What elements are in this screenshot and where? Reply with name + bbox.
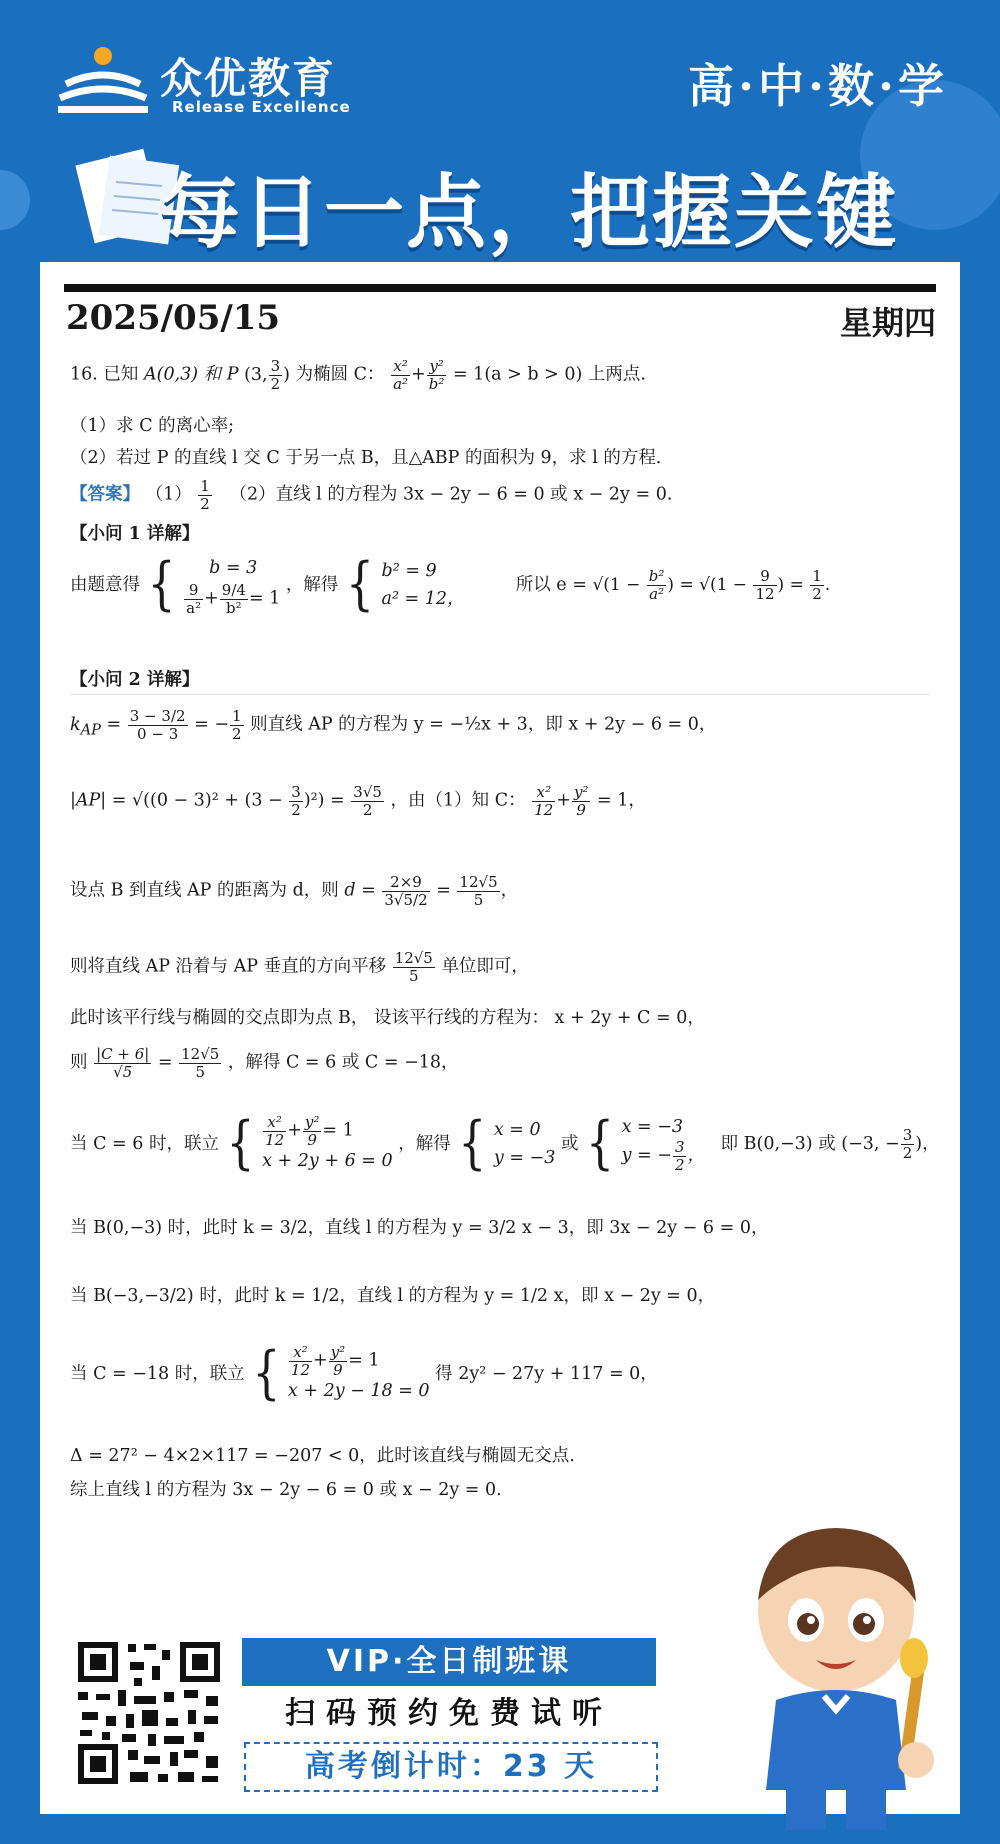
discriminant-line: Δ = 27² − 4×2×117 = −207 < 0，此时该直线与椭圆无交点. <box>70 1446 575 1466</box>
answer-2: （2）直线 l 的方程为 3x − 2y − 6 = 0 或 x − 2y = 0. <box>229 484 673 505</box>
sol-a: a² = 12， <box>381 589 465 609</box>
logo-icon <box>58 44 148 116</box>
line-ap-eq: 则直线 AP 的方程为 y = −½x + 3，即 x + 2y − 6 = 0， <box>250 714 717 735</box>
point-b-options: 即 B(0,−3) 或 <box>720 1133 836 1154</box>
stem-text: 16. 已知 <box>70 364 139 385</box>
part2-title: 【小问 2 详解】 <box>70 670 200 690</box>
system-1-eq1: b = 3 <box>209 558 258 578</box>
question-2: （2）若过 P 的直线 l 交 C 于另一点 B，且△ABP 的面积为 9，求 l 的方程． <box>70 448 674 468</box>
vip-banner: VIP·全日制班课 <box>242 1638 656 1686</box>
math-fragment: (3, $\frac{3}{2}$ ) <box>244 357 290 393</box>
system-c6: $\frac{\text{x²}}{12}$ + $\frac{\text{y²}}{9}$ = 1 x + 2y + 6 = 0 <box>262 1113 393 1171</box>
sol-b: b² = 9 <box>381 561 437 581</box>
brace-icon: { <box>252 1340 281 1407</box>
case-c18-lead: 当 C = −18 时，联立 <box>70 1363 245 1384</box>
part1-solution: 由题意得 { b = 3 $\frac{9}{\text{a²}}$ + $\frac{9/4}{\text{b²}}$ = 1 ，解得 { b² = 9 a² = 12， 所以 e = √(1 − $\frac{\text{b²}}{\text{a²}}$ ) = √(1 − $\frac{9}{12}$ ) = $\frac{1}{2}$ . <box>70 551 831 618</box>
divider <box>64 284 936 292</box>
weekday: 星期四 <box>839 304 936 342</box>
ap-length-line: |AP| = √((0 − 3)² + (3 − $\frac{3}{2}$ )²) = $\frac{3√5}{2}$ ，由（1）知 C： $\frac{\text{x²}}{12}$ + $\frac{\text{y²}}{9}$ = 1， <box>70 783 646 819</box>
scan-prompt: 扫码预约免费试听 <box>285 1696 613 1731</box>
qr-code-icon[interactable] <box>74 1638 224 1788</box>
brand-slogan: Release Excellence <box>172 98 351 116</box>
parallel-line: 此时该平行线与椭圆的交点即为点 B， 设该平行线的方程为： x + 2y + C = 0， <box>70 1008 705 1028</box>
part1-title: 【小问 1 详解】 <box>70 524 200 544</box>
c-solve-line: 则 $\frac{|C + 6|}{√5}$ = $\frac{12√5}{5}$ ，解得 C = 6 或 C = −18， <box>70 1045 459 1081</box>
c-values: ，解得 C = 6 或 C = −18， <box>227 1052 459 1073</box>
case-c18-line <box>70 1340 658 1424</box>
case-b1-line: 当 B(0,−3) 时，此时 k = 3/2，直线 l 的方程为 y = 3/2 x − 3，即 3x − 2y − 6 = 0， <box>70 1218 769 1238</box>
solution-b: x = −3 y = − $\frac{3}{2}$ ， <box>621 1116 705 1174</box>
brace-icon: { <box>458 1110 487 1177</box>
translate-line: 则将直线 AP 沿着与 AP 垂直的方向平移 $\frac{12√5}{5}$ 单位即可， <box>70 949 529 985</box>
eccentricity-label: 所以 e = <box>515 574 587 595</box>
case-b2-line: 当 B(−3,−3/2) 时，此时 k = 1/2，直线 l 的方程为 y = 1/2 x，即 x − 2y = 0， <box>70 1286 716 1306</box>
distance-text: 设点 B 到直线 AP 的距离为 d，则 <box>70 880 339 901</box>
brace-icon: { <box>226 1110 255 1177</box>
or-text: 或 <box>560 1133 579 1154</box>
answer-1-label: （1） <box>145 484 192 505</box>
translate-text: 则将直线 AP 沿着与 AP 垂直的方向平移 <box>70 956 387 977</box>
brace-icon: { <box>345 551 374 618</box>
brace-icon: { <box>586 1110 615 1177</box>
system-c18: $\frac{\text{x²}}{12}$ + $\frac{\text{y²}}{9}$ = 1 x + 2y − 18 = 0 <box>287 1343 430 1401</box>
answer-line: 【答案】 （1） $\frac{1}{2}$ （2）直线 l 的方程为 3x − 2y − 6 = 0 或 x − 2y = 0. <box>70 477 673 513</box>
slope-line: $k_{AP}$ = $\frac{3 - 3/2}{0 - 3}$ = − $\frac{1}{2}$ 则直线 AP 的方程为 y = −½x + 3，即 x + 2y − 6 = 0， <box>70 707 717 743</box>
brace-icon: { <box>147 551 176 618</box>
translate-unit: 单位即可， <box>441 956 529 977</box>
header <box>0 0 1000 260</box>
part1-lead: 由题意得 <box>70 574 140 595</box>
brand-name: 众优教育 <box>160 54 337 103</box>
subject-title: 高·中·数·学 <box>687 59 948 113</box>
countdown-badge: 高考倒计时：23 天 <box>244 1742 658 1792</box>
problem-stem: 16. 已知 A(0,3) 和 P (3, $\frac{3}{2}$ ) 为椭圆 C： $\frac{\text{x²}}{\text{a²}}$ + $\frac{\text{y²}}{\text{b²}}$ = 1(a > b > 0) 上两点. <box>70 357 646 393</box>
stem-text-2: 为椭圆 C： <box>295 364 385 385</box>
question-1: （1）求 C 的离心率; <box>70 416 235 436</box>
answer-tag: 【答案】 <box>70 484 140 505</box>
stem-condition: = 1(a > b > 0) 上两点. <box>452 364 646 385</box>
case-c6-lead: 当 C = 6 时，联立 <box>70 1133 219 1154</box>
mascot-icon <box>726 1510 976 1840</box>
separator <box>70 694 930 695</box>
solution-a: x = 0 y = −3 <box>493 1120 556 1169</box>
stem-points: A(0,3) 和 P <box>143 364 239 385</box>
ellipse-eq-label: ，由（1）知 C： <box>390 790 526 811</box>
date: 2025/05/15 <box>66 298 281 338</box>
case-c18-result: 得 2y² − 27y + 117 = 0， <box>435 1363 658 1384</box>
headline: 每日一点，把握关键 <box>160 166 898 259</box>
system-1: b = 3 $\frac{9}{\text{a²}}$ + $\frac{9/4}{\text{b²}}$ = 1 <box>183 554 280 616</box>
part1-solve-label: ，解得 <box>285 574 339 595</box>
conclusion-line: 综上直线 l 的方程为 3x − 2y − 6 = 0 或 x − 2y = 0. <box>70 1480 502 1500</box>
case-c6-solve: ，解得 <box>398 1133 451 1154</box>
case-c6-line: 当 C = 6 时，联立 { $\frac{\text{x²}}{12}$ + $\frac{\text{y²}}{9}$ = 1 x + 2y + 6 = 0 ，解得 { x = 0 y = −3 或 { x = −3 y = − $\frac{3}{2}$ ， 即 B(0,−3) 或 (−3, − $\frac{3}{2}$ )， <box>70 1110 940 1177</box>
distance-line: 设点 B 到直线 AP 的距离为 d，则 d = $\frac{2\times 9}{3√5/2}$ = $\frac{12√5}{5}$ ， <box>70 873 519 909</box>
system-1-solution <box>382 557 465 613</box>
